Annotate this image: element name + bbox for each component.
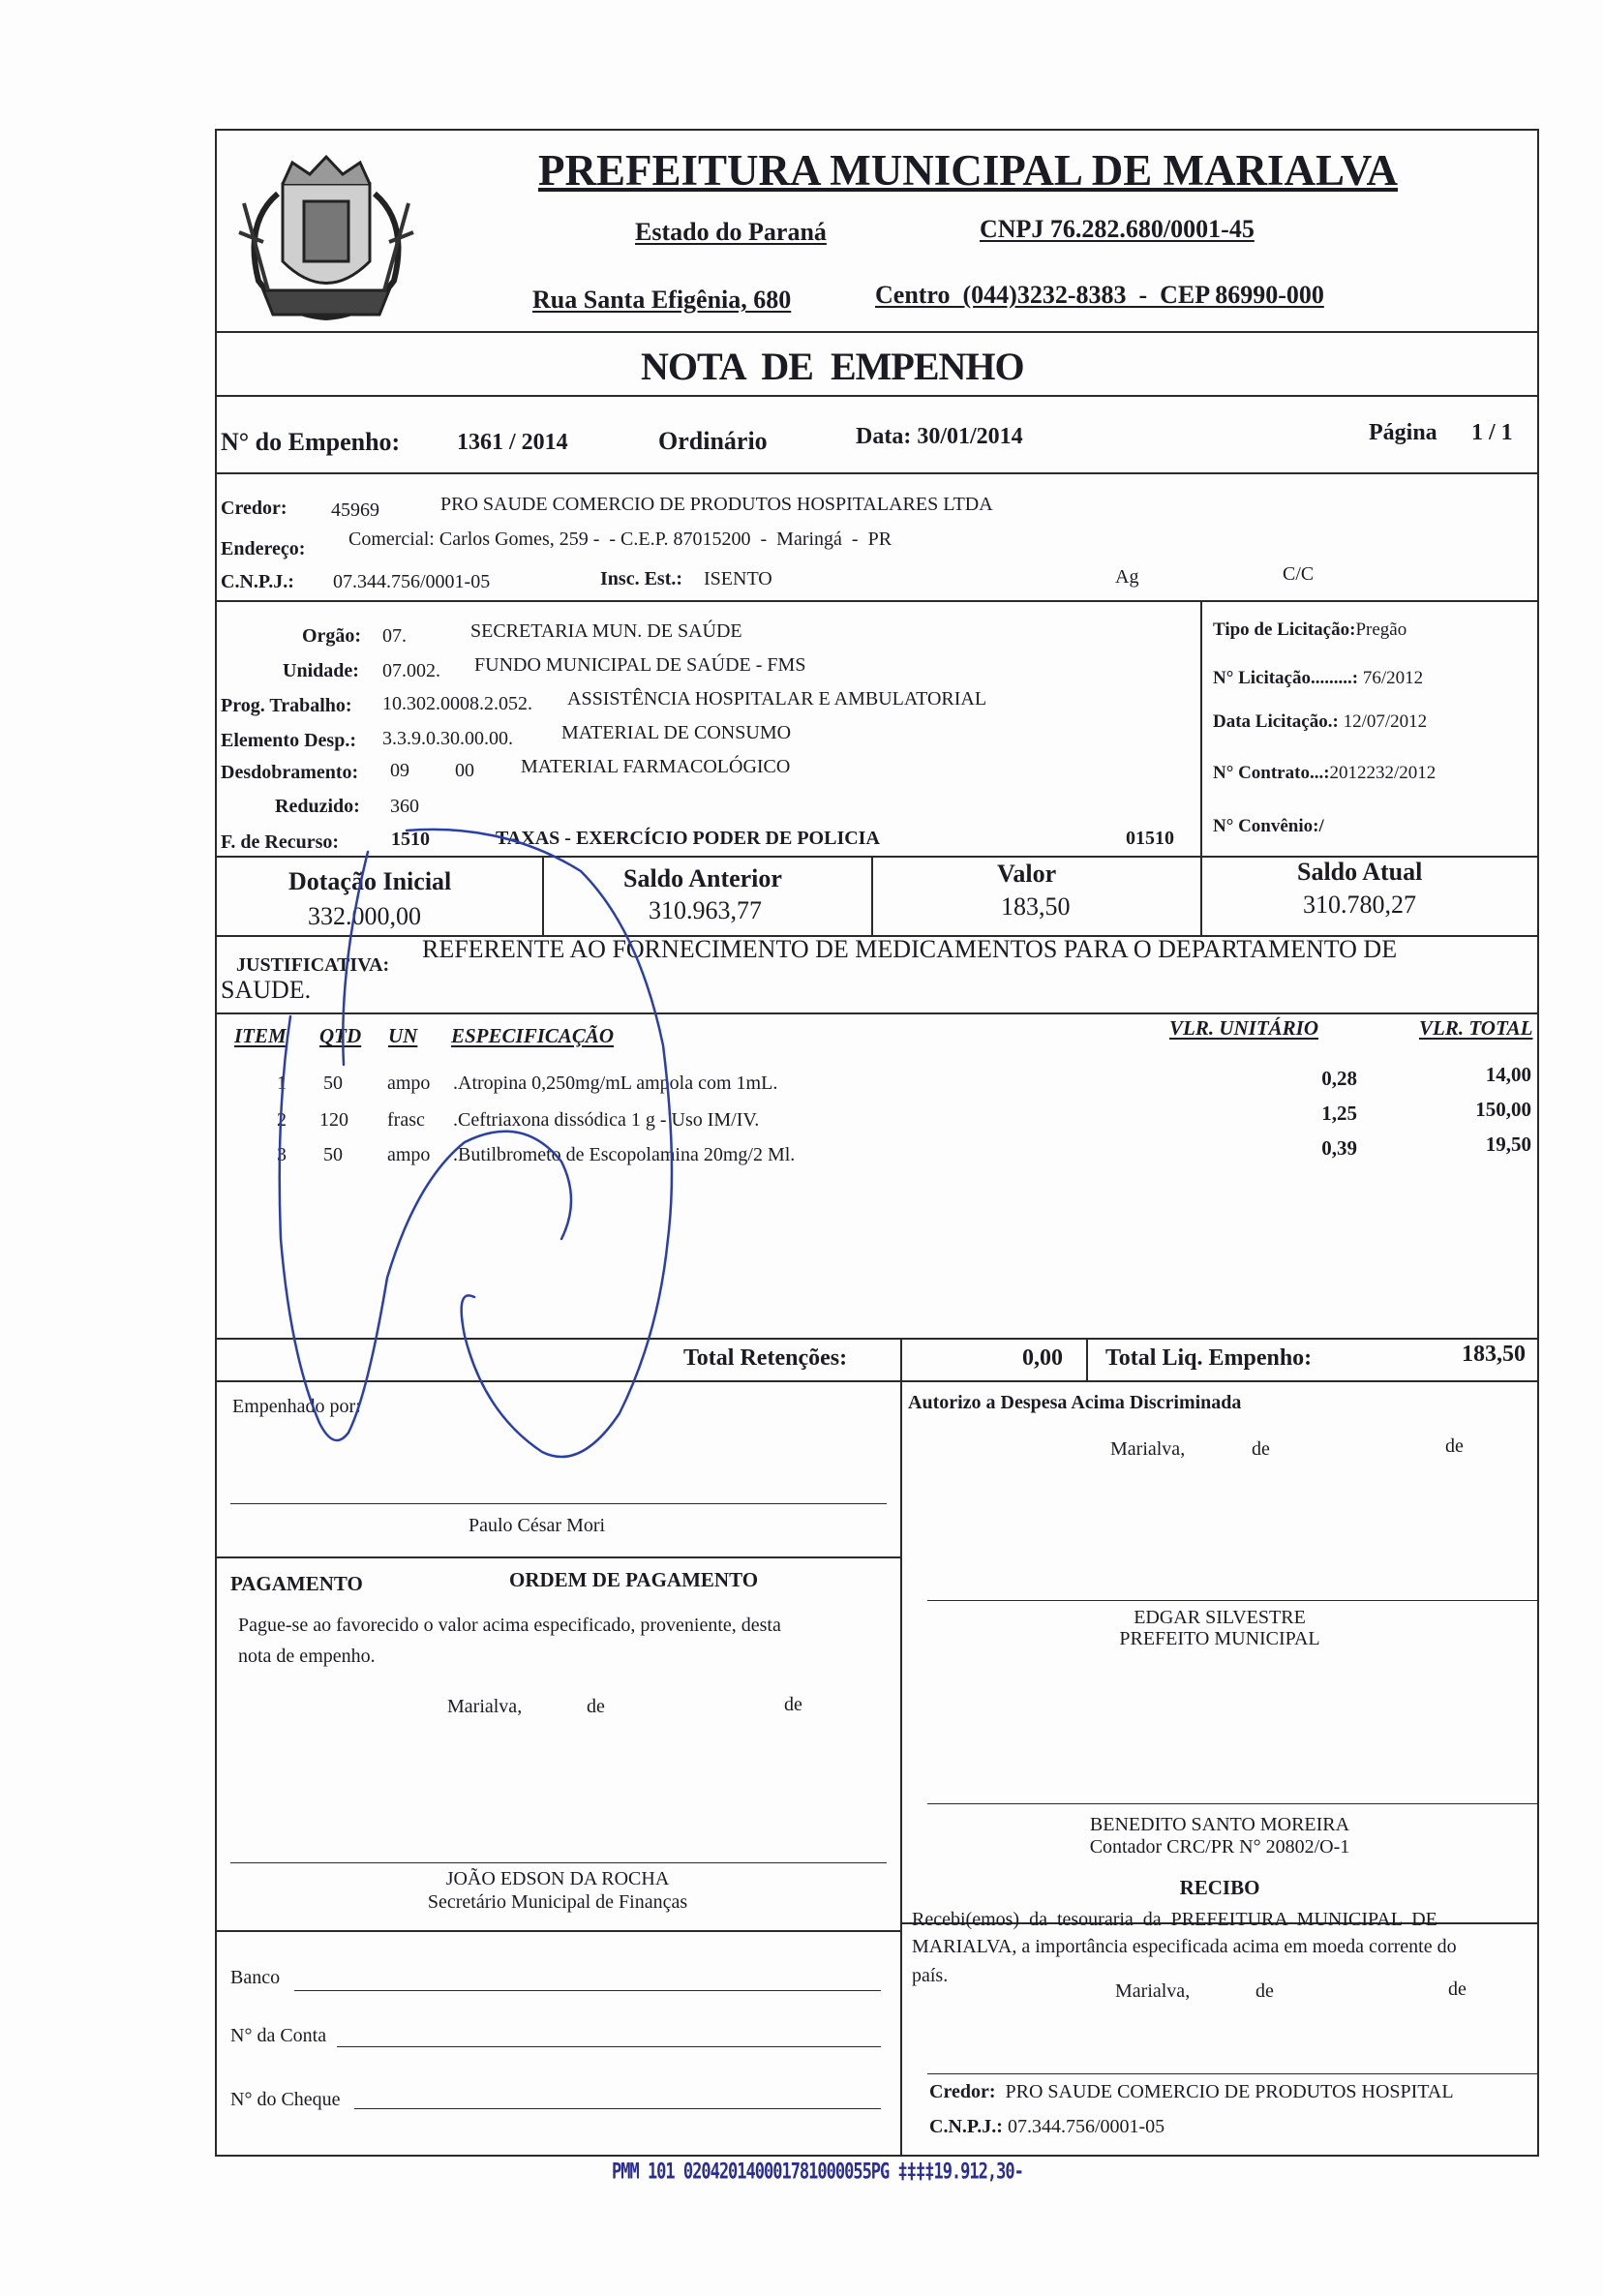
orgao-code: 07. [382, 625, 407, 647]
retencoes-value: 0,00 [1022, 1345, 1063, 1371]
pagamento-label: PAGAMENTO [230, 1572, 363, 1595]
contrato-number: 2012232/2012 [1329, 763, 1437, 783]
unidade-code: 07.002. [382, 660, 440, 681]
row-un: frasc [387, 1109, 425, 1131]
empenho-number: 1361 / 2014 [457, 430, 568, 455]
prefeito-role: PREFEITO MUNICIPAL [1119, 1628, 1320, 1649]
cc-label: C/C [1283, 563, 1315, 585]
recibo-city: Marialva, [1115, 1980, 1191, 2002]
page-label: Página [1369, 420, 1437, 445]
saldo-anterior-label: Saldo Anterior [623, 864, 782, 892]
recibo-text3: país. [912, 1965, 949, 1986]
row-item: 1 [277, 1072, 287, 1094]
justificativa-text2: SAUDE. [221, 976, 312, 1004]
row-unit: 1,25 [1321, 1102, 1357, 1125]
recibo-text2: MARIALVA, a importância especificada acima em moeda corrente do [912, 1936, 1457, 1957]
licitacao-num-caption: N° Licitação.........: [1213, 668, 1359, 688]
row-item: 2 [277, 1109, 287, 1131]
col-item: ITEM [234, 1024, 287, 1047]
licitacao-tipo: Pregão [1355, 619, 1407, 640]
document-title: NOTA DE EMPENHO [641, 345, 1024, 388]
valor-label: Valor [997, 860, 1057, 888]
footer-credor-label: Credor: [929, 2081, 996, 2102]
footer-credor-name: PRO SAUDE COMERCIO DE PRODUTOS HOSPITAL [1005, 2081, 1454, 2102]
recurso-label: F. de Recurso: [221, 831, 340, 853]
col-qtd: QTD [319, 1024, 362, 1047]
unidade-name: FUNDO MUNICIPAL DE SAÚDE - FMS [474, 654, 806, 676]
contador-role: Contador CRC/PR N° 20802/O-1 [1089, 1836, 1350, 1858]
recibo-text1: Recebi(emos) da tesouraria da PREFEITURA MUNICIPAL DE [912, 1909, 1437, 1930]
prog-label: Prog. Trabalho: [221, 695, 352, 716]
licitacao-num: 76/2012 [1362, 668, 1424, 688]
conta-label: N° da Conta [230, 2025, 327, 2046]
licitacao-data: 12/07/2012 [1343, 711, 1428, 732]
prog-code: 10.302.0008.2.052. [382, 693, 532, 714]
desd-label: Desdobramento: [221, 762, 359, 783]
valor-value: 183,50 [1001, 892, 1071, 921]
credor-label: Credor: [221, 498, 287, 519]
credor-address: Comercial: Carlos Gomes, 259 - - C.E.P. 87015200 - Maringá - PR [348, 529, 892, 550]
ordem-label: ORDEM DE PAGAMENTO [509, 1568, 759, 1591]
autorizo-de1: de [1252, 1438, 1270, 1460]
footer-cnpj: 07.344.756/0001-05 [1007, 2116, 1165, 2137]
insc-label: Insc. Est.: [600, 568, 683, 589]
unidade-label: Unidade: [283, 660, 359, 681]
secretario-name: JOÃO EDSON DA ROCHA [445, 1868, 670, 1889]
desd-code2: 00 [455, 760, 474, 781]
recibo-de1: de [1255, 1980, 1274, 2002]
convenio-label: N° Convênio:/ [1213, 816, 1324, 836]
licitacao-tipo-caption: Tipo de Licitação: [1213, 619, 1356, 640]
prefeito-name: EDGAR SILVESTRE [1134, 1607, 1306, 1628]
ag-label: Ag [1115, 566, 1139, 588]
secretario-role: Secretário Municipal de Finanças [427, 1891, 688, 1913]
desd-name: MATERIAL FARMACOLÓGICO [521, 756, 791, 777]
licitacao-data-caption: Data Licitação.: [1213, 711, 1339, 732]
empenho-number-label: N° do Empenho: [221, 428, 401, 456]
elem-name: MATERIAL DE CONSUMO [561, 722, 792, 743]
reduzido-label: Reduzido: [275, 796, 360, 817]
autorizo-city: Marialva, [1110, 1438, 1186, 1460]
col-un: UN [388, 1024, 418, 1047]
row-qtd: 50 [323, 1072, 343, 1094]
address-label: Endereço: [221, 538, 306, 559]
elem-code: 3.3.9.0.30.00.00. [382, 728, 513, 749]
liquido-value: 183,50 [1462, 1342, 1526, 1367]
processing-stamp: PMM 101 020420140001781000055PG ‡‡‡‡19.912,30- [612, 2160, 1023, 2185]
col-total: VLR. TOTAL [1419, 1016, 1533, 1040]
empenho-date: Data: 30/01/2014 [856, 424, 1023, 449]
pagamento-de1: de [587, 1696, 605, 1717]
empenhado-name: Paulo César Mori [469, 1515, 606, 1536]
cnpj-label: C.N.P.J.: [221, 571, 294, 592]
recibo-title: RECIBO [1179, 1876, 1260, 1899]
row-total: 150,00 [1475, 1098, 1531, 1121]
pagamento-city: Marialva, [447, 1696, 523, 1717]
recurso-code: 1510 [391, 829, 430, 850]
footer-cnpj-label: C.N.P.J.: [929, 2116, 1003, 2137]
elem-label: Elemento Desp.: [221, 730, 356, 751]
credor-code: 45969 [331, 499, 379, 521]
header-address: Centro (044)3232-8383 - CEP 86990-000 [875, 281, 1324, 309]
credor-name: PRO SAUDE COMERCIO DE PRODUTOS HOSPITALARES LTDA [440, 494, 993, 515]
row-qtd: 50 [323, 1144, 343, 1165]
row-total: 19,50 [1485, 1133, 1531, 1156]
saldo-atual-label: Saldo Atual [1297, 858, 1423, 886]
state-label: Estado do Paraná [635, 218, 827, 246]
contador-name: BENEDITO SANTO MOREIRA [1089, 1814, 1350, 1835]
municipality-title: PREFEITURA MUNICIPAL DE MARIALVA [538, 146, 1399, 195]
pagamento-text1: Pague-se ao favorecido o valor acima especificado, proveniente, desta [238, 1615, 781, 1636]
row-espec: .Ceftriaxona dissódica 1 g - Uso IM/IV. [453, 1109, 760, 1131]
saldo-anterior-value: 310.963,77 [649, 896, 762, 924]
autorizo-de2: de [1445, 1435, 1464, 1457]
contrato-caption: N° Contrato...: [1213, 763, 1330, 783]
saldo-atual-value: 310.780,27 [1303, 891, 1416, 919]
row-unit: 0,28 [1321, 1067, 1357, 1090]
justificativa-text1: REFERENTE AO FORNECIMENTO DE MEDICAMENTOS PARA O DEPARTAMENTO DE [422, 935, 1398, 963]
empenhado-label: Empenhado por: [232, 1396, 361, 1417]
dotacao-label: Dotação Inicial [288, 867, 452, 895]
retencoes-label: Total Retenções: [683, 1345, 848, 1371]
header-cnpj: CNPJ 76.282.680/0001-45 [980, 215, 1255, 243]
credor-cnpj: 07.344.756/0001-05 [333, 571, 491, 592]
desd-code1: 09 [390, 760, 409, 781]
row-espec: .Butilbrometo de Escopolamina 20mg/2 Ml. [453, 1144, 796, 1165]
cheque-label: N° do Cheque [230, 2089, 341, 2110]
col-espec: ESPECIFICAÇÃO [451, 1024, 615, 1047]
page-number: 1 / 1 [1471, 420, 1513, 445]
header-street: Rua Santa Efigênia, 680 [532, 286, 792, 314]
dotacao-value: 332.000,00 [308, 902, 421, 930]
orgao-name: SECRETARIA MUN. DE SAÚDE [470, 620, 742, 642]
recurso-name: TAXAS - EXERCÍCIO PODER DE POLICIA [496, 828, 880, 849]
banco-label: Banco [230, 1967, 281, 1988]
col-unit: VLR. UNITÁRIO [1169, 1016, 1319, 1040]
row-espec: .Atropina 0,250mg/mL ampola com 1mL. [453, 1072, 778, 1094]
justificativa-label: JUSTIFICATIVA: [236, 954, 390, 976]
insc-value: ISENTO [704, 568, 772, 589]
liquido-label: Total Liq. Empenho: [1105, 1345, 1313, 1371]
pagamento-text2: nota de empenho. [238, 1646, 376, 1667]
orgao-label: Orgão: [302, 625, 362, 647]
row-total: 14,00 [1485, 1063, 1531, 1086]
row-un: ampo [387, 1144, 431, 1165]
reduzido-code: 360 [390, 796, 419, 817]
row-un: ampo [387, 1072, 431, 1094]
row-unit: 0,39 [1321, 1136, 1357, 1160]
recurso-code2: 01510 [1126, 828, 1174, 849]
prog-name: ASSISTÊNCIA HOSPITALAR E AMBULATORIAL [567, 688, 987, 710]
pagamento-de2: de [784, 1694, 802, 1715]
autorizo-label: Autorizo a Despesa Acima Discriminada [908, 1392, 1242, 1413]
recibo-de2: de [1448, 1979, 1467, 2000]
row-item: 3 [277, 1144, 287, 1165]
empenho-type: Ordinário [658, 427, 768, 455]
row-qtd: 120 [319, 1109, 348, 1131]
